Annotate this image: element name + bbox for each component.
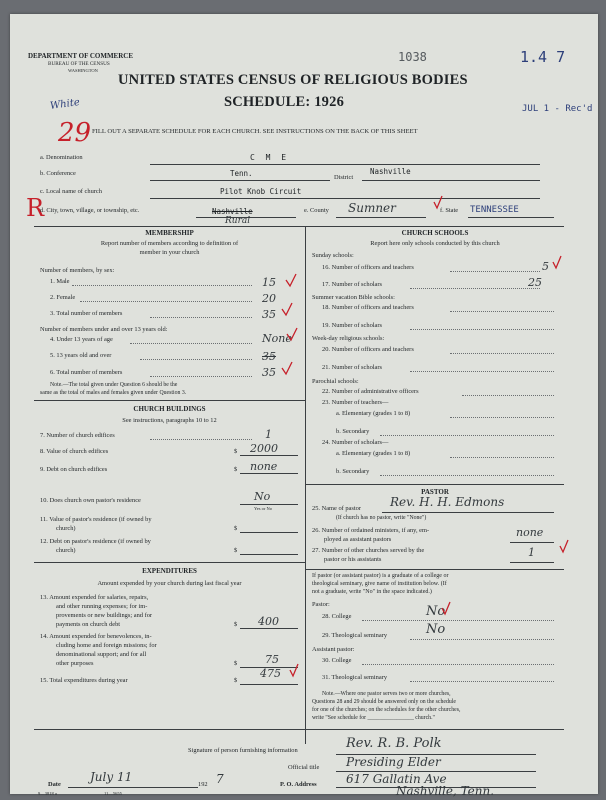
- pastor-title: PASTOR: [421, 488, 449, 496]
- q17-value: 25: [528, 276, 542, 289]
- district-value: Nashville: [370, 167, 411, 176]
- q28-value: No: [426, 604, 446, 619]
- q22-label: 22. Number of administrative officers: [322, 388, 419, 395]
- q23a-label: a. Elementary (grades 1 to 8): [336, 410, 411, 417]
- q16-label: 16. Number of officers and teachers: [322, 264, 414, 271]
- city-label: WASHINGTON: [68, 68, 98, 73]
- denomination-label: a. Denomination: [40, 154, 83, 161]
- q6-value: 35: [262, 366, 276, 379]
- q10-value: No: [254, 490, 271, 503]
- q4-value: None: [262, 332, 292, 345]
- year-value: 7: [216, 772, 224, 786]
- summer-label: Summer vacation Bible schools:: [312, 294, 395, 301]
- signature-label: Signature of person furnishing information: [188, 747, 298, 754]
- pastor-subhead: Pastor:: [312, 601, 330, 608]
- po-address-value: 617 Gallatin Ave: [346, 772, 447, 786]
- q11-dollar: $: [234, 525, 238, 532]
- q9-label: 9. Debt on church edifices: [40, 466, 108, 473]
- q16-value: 5: [542, 260, 549, 273]
- q5-value: 35: [262, 350, 276, 363]
- q11-label-2: church): [56, 525, 76, 532]
- q13-label-2: and other running expenses; for im-: [56, 603, 148, 610]
- check-q4: [287, 328, 297, 340]
- q27-label: 27. Number of other churches served by the: [312, 547, 425, 554]
- pastor-note: Note.—Where one pastor serves two or more churches,: [322, 691, 451, 697]
- membership-note-2: same as the total of males and females given under Question 3.: [40, 390, 187, 396]
- q31-label: 31. Theological seminary: [322, 674, 388, 681]
- q29-value: No: [426, 622, 446, 637]
- state-value: TENNESSEE: [470, 205, 519, 215]
- q2-label: 2. Female: [50, 294, 76, 301]
- graduate-note: If pastor (or assistant pastor) is a graduate of a college or: [312, 573, 449, 579]
- po-address-value-2: Nashville, Tenn.: [396, 784, 495, 798]
- q9-dollar: $: [234, 466, 238, 473]
- q13-value: 400: [258, 615, 279, 628]
- q30-label: 30. College: [322, 657, 352, 664]
- instruction-line: FILL OUT A SEPARATE SCHEDULE FOR EACH CHURCH. SEE INSTRUCTIONS ON THE BACK OF THIS SHEET: [92, 128, 418, 135]
- q19-label: 19. Number of scholars: [322, 322, 382, 329]
- q10-label: 10. Does church own pastor's residence: [40, 497, 141, 504]
- q2-value: 20: [262, 292, 276, 305]
- city-field-label: d. City, town, village, or township, etc.: [40, 207, 140, 214]
- q13-label-3: provements or new buildings; and for: [56, 612, 153, 619]
- expenditures-intro: Amount expended by your church during last fiscal year: [97, 580, 242, 587]
- q25-hint: (If church has no pastor, write "None"): [336, 515, 427, 521]
- q23b-label: b. Secondary: [336, 428, 370, 435]
- parochial-label: Parochial schools:: [312, 378, 359, 385]
- graduate-note-2: theological seminary, give name of institution below. (If: [312, 581, 447, 587]
- q27-value: 1: [528, 546, 535, 559]
- conference-label: b. Conference: [40, 170, 76, 177]
- county-value: Sumner: [348, 201, 396, 215]
- q1-value: 15: [262, 276, 276, 289]
- q26-label-2: ployed as assistant pastors: [324, 536, 392, 543]
- age-head-label: Number of members under and over 13 years old:: [40, 326, 168, 333]
- q13-label-4: payments on church debt: [56, 621, 121, 628]
- q3-value: 35: [262, 308, 276, 321]
- buildings-intro: See instructions, paragraphs 10 to 12: [122, 417, 217, 424]
- membership-title: MEMBERSHIP: [145, 229, 194, 237]
- census-schedule-page: [10, 14, 598, 798]
- q15-dollar: $: [234, 677, 238, 684]
- pastor-note-4: write "See schedule for ________________ church.": [312, 715, 435, 721]
- q27-label-2: pastor or his assistants: [324, 556, 382, 563]
- check-q27: [560, 540, 568, 552]
- q14-dollar: $: [234, 660, 238, 667]
- q15-label: 15. Total expenditures during year: [40, 677, 128, 684]
- date-value: July 11: [90, 770, 133, 784]
- check-q3: [282, 303, 292, 315]
- date-label: Date: [48, 781, 61, 788]
- check-q6: [282, 362, 292, 374]
- q25-label: 25. Name of pastor: [312, 505, 361, 512]
- q12-label-2: church): [56, 547, 76, 554]
- pastor-note-3: for one of the churches; on the schedules for the other churches,: [312, 707, 461, 713]
- q6-label: 6. Total number of members: [50, 369, 123, 376]
- number-mark: 29: [58, 118, 92, 148]
- q7-value: 1: [265, 428, 272, 441]
- buildings-title: CHURCH BUILDINGS: [133, 405, 206, 413]
- denomination-value: C M E: [250, 153, 290, 162]
- q11-label: 11. Value of pastor's residence (if owned by: [40, 516, 152, 523]
- q17-label: 17. Number of scholars: [322, 281, 382, 288]
- q14-label-3: denominational support; and for all: [56, 651, 147, 658]
- red-check-marks: [10, 14, 598, 794]
- q4-label: 4. Under 13 years of age: [50, 336, 113, 343]
- q13-label: 13. Amount expended for salaries, repairs,: [40, 594, 149, 601]
- sunday-label: Sunday schools:: [312, 252, 354, 259]
- q29-label: 29. Theological seminary: [322, 632, 388, 639]
- membership-intro: Report number of members according to definition of: [100, 240, 239, 247]
- schools-title: CHURCH SCHOOLS: [401, 229, 469, 237]
- city-value-rural: Rural: [225, 216, 251, 226]
- q12-dollar: $: [234, 547, 238, 554]
- graduate-note-3: not a graduate, write "No" in the space indicated.): [312, 589, 432, 595]
- q3-label: 3. Total number of members: [50, 310, 123, 317]
- by-sex-label: Number of members, by sex:: [40, 267, 115, 274]
- pastor-note-2: Questions 28 and 29 should be answered only on the schedule: [312, 699, 456, 705]
- form-code-2: 11—5655: [104, 791, 122, 796]
- q8-value: 2000: [250, 442, 278, 455]
- q8-dollar: $: [234, 448, 238, 455]
- q12-label: 12. Debt on pastor's residence (if owned by: [40, 538, 151, 545]
- form-number: 1038: [398, 50, 427, 64]
- q25-value: Rev. H. H. Edmons: [390, 495, 505, 509]
- q24b-label: b. Secondary: [336, 468, 370, 475]
- weekday-label: Week-day religious schools:: [312, 335, 385, 342]
- q14-label-4: other purposes: [56, 660, 94, 667]
- county-label: e. County: [304, 207, 329, 214]
- q14-value: 75: [265, 653, 279, 666]
- district-label: District: [334, 174, 354, 181]
- local-name-label: c. Local name of church: [40, 188, 102, 195]
- q20-label: 20. Number of officers and teachers: [322, 346, 414, 353]
- q28-label: 28. College: [322, 613, 352, 620]
- check-q16: [553, 256, 561, 268]
- state-label: f. State: [440, 207, 459, 214]
- q13-dollar: $: [234, 621, 238, 628]
- q7-label: 7. Number of church edifices: [40, 432, 115, 439]
- received-stamp: JUL 1 - Rec'd: [522, 104, 593, 114]
- bureau-label: BUREAU OF THE CENSUS: [48, 61, 110, 67]
- membership-note: Note.—The total given under Question 6 should be the: [50, 382, 178, 388]
- po-address-label: P. O. Address: [280, 781, 317, 788]
- r-mark: R: [26, 194, 45, 222]
- form-code: 9—3818 a: [38, 791, 57, 796]
- q24-label: 24. Number of scholars—: [322, 439, 389, 446]
- check-q28: [442, 602, 450, 614]
- q9-value: none: [250, 460, 278, 473]
- stamp-number: 1.4 7: [520, 48, 566, 66]
- q15-value: 475: [260, 667, 281, 680]
- q26-value: none: [516, 526, 544, 539]
- white-mark: White: [49, 96, 81, 113]
- form-subtitle: SCHEDULE: 1926: [224, 94, 345, 110]
- department-label: DEPARTMENT OF COMMERCE: [28, 52, 134, 60]
- q8-label: 8. Value of church edifices: [40, 448, 109, 455]
- check-county: [434, 196, 442, 208]
- q18-label: 18. Number of officers and teachers: [322, 304, 414, 311]
- q21-label: 21. Number of scholars: [322, 364, 382, 371]
- q14-label-2: cluding home and foreign missions; for: [56, 642, 157, 649]
- signature-value: Rev. R. B. Polk: [346, 736, 442, 751]
- q10-hint: Yes or No: [254, 506, 273, 511]
- city-value: Nashville: [212, 207, 253, 216]
- year-prefix: 192: [198, 781, 208, 788]
- schools-intro: Report here only schools conducted by this church: [370, 240, 500, 247]
- official-title-label: Official title: [288, 764, 320, 771]
- membership-intro-2: member in your church: [139, 249, 200, 256]
- q14-label: 14. Amount expended for benevolences, in-: [40, 633, 152, 640]
- conference-value: Tenn.: [230, 169, 253, 178]
- q5-label: 5. 13 years old and over: [50, 352, 112, 359]
- form-title: UNITED STATES CENSUS OF RELIGIOUS BODIES: [118, 72, 468, 88]
- q26-label: 26. Number of ordained ministers, if any, em-: [312, 527, 430, 534]
- q23-label: 23. Number of teachers—: [322, 399, 389, 406]
- check-q1: [286, 274, 296, 286]
- asst-pastor-subhead: Assistant pastor:: [312, 646, 355, 653]
- official-title-value: Presiding Elder: [346, 755, 441, 769]
- expenditures-title: EXPENDITURES: [142, 567, 197, 575]
- local-name-value: Pilot Knob Circuit: [220, 187, 302, 196]
- check-q15: [290, 664, 298, 676]
- q24a-label: a. Elementary (grades 1 to 8): [336, 450, 411, 457]
- q1-label: 1. Male: [50, 278, 70, 285]
